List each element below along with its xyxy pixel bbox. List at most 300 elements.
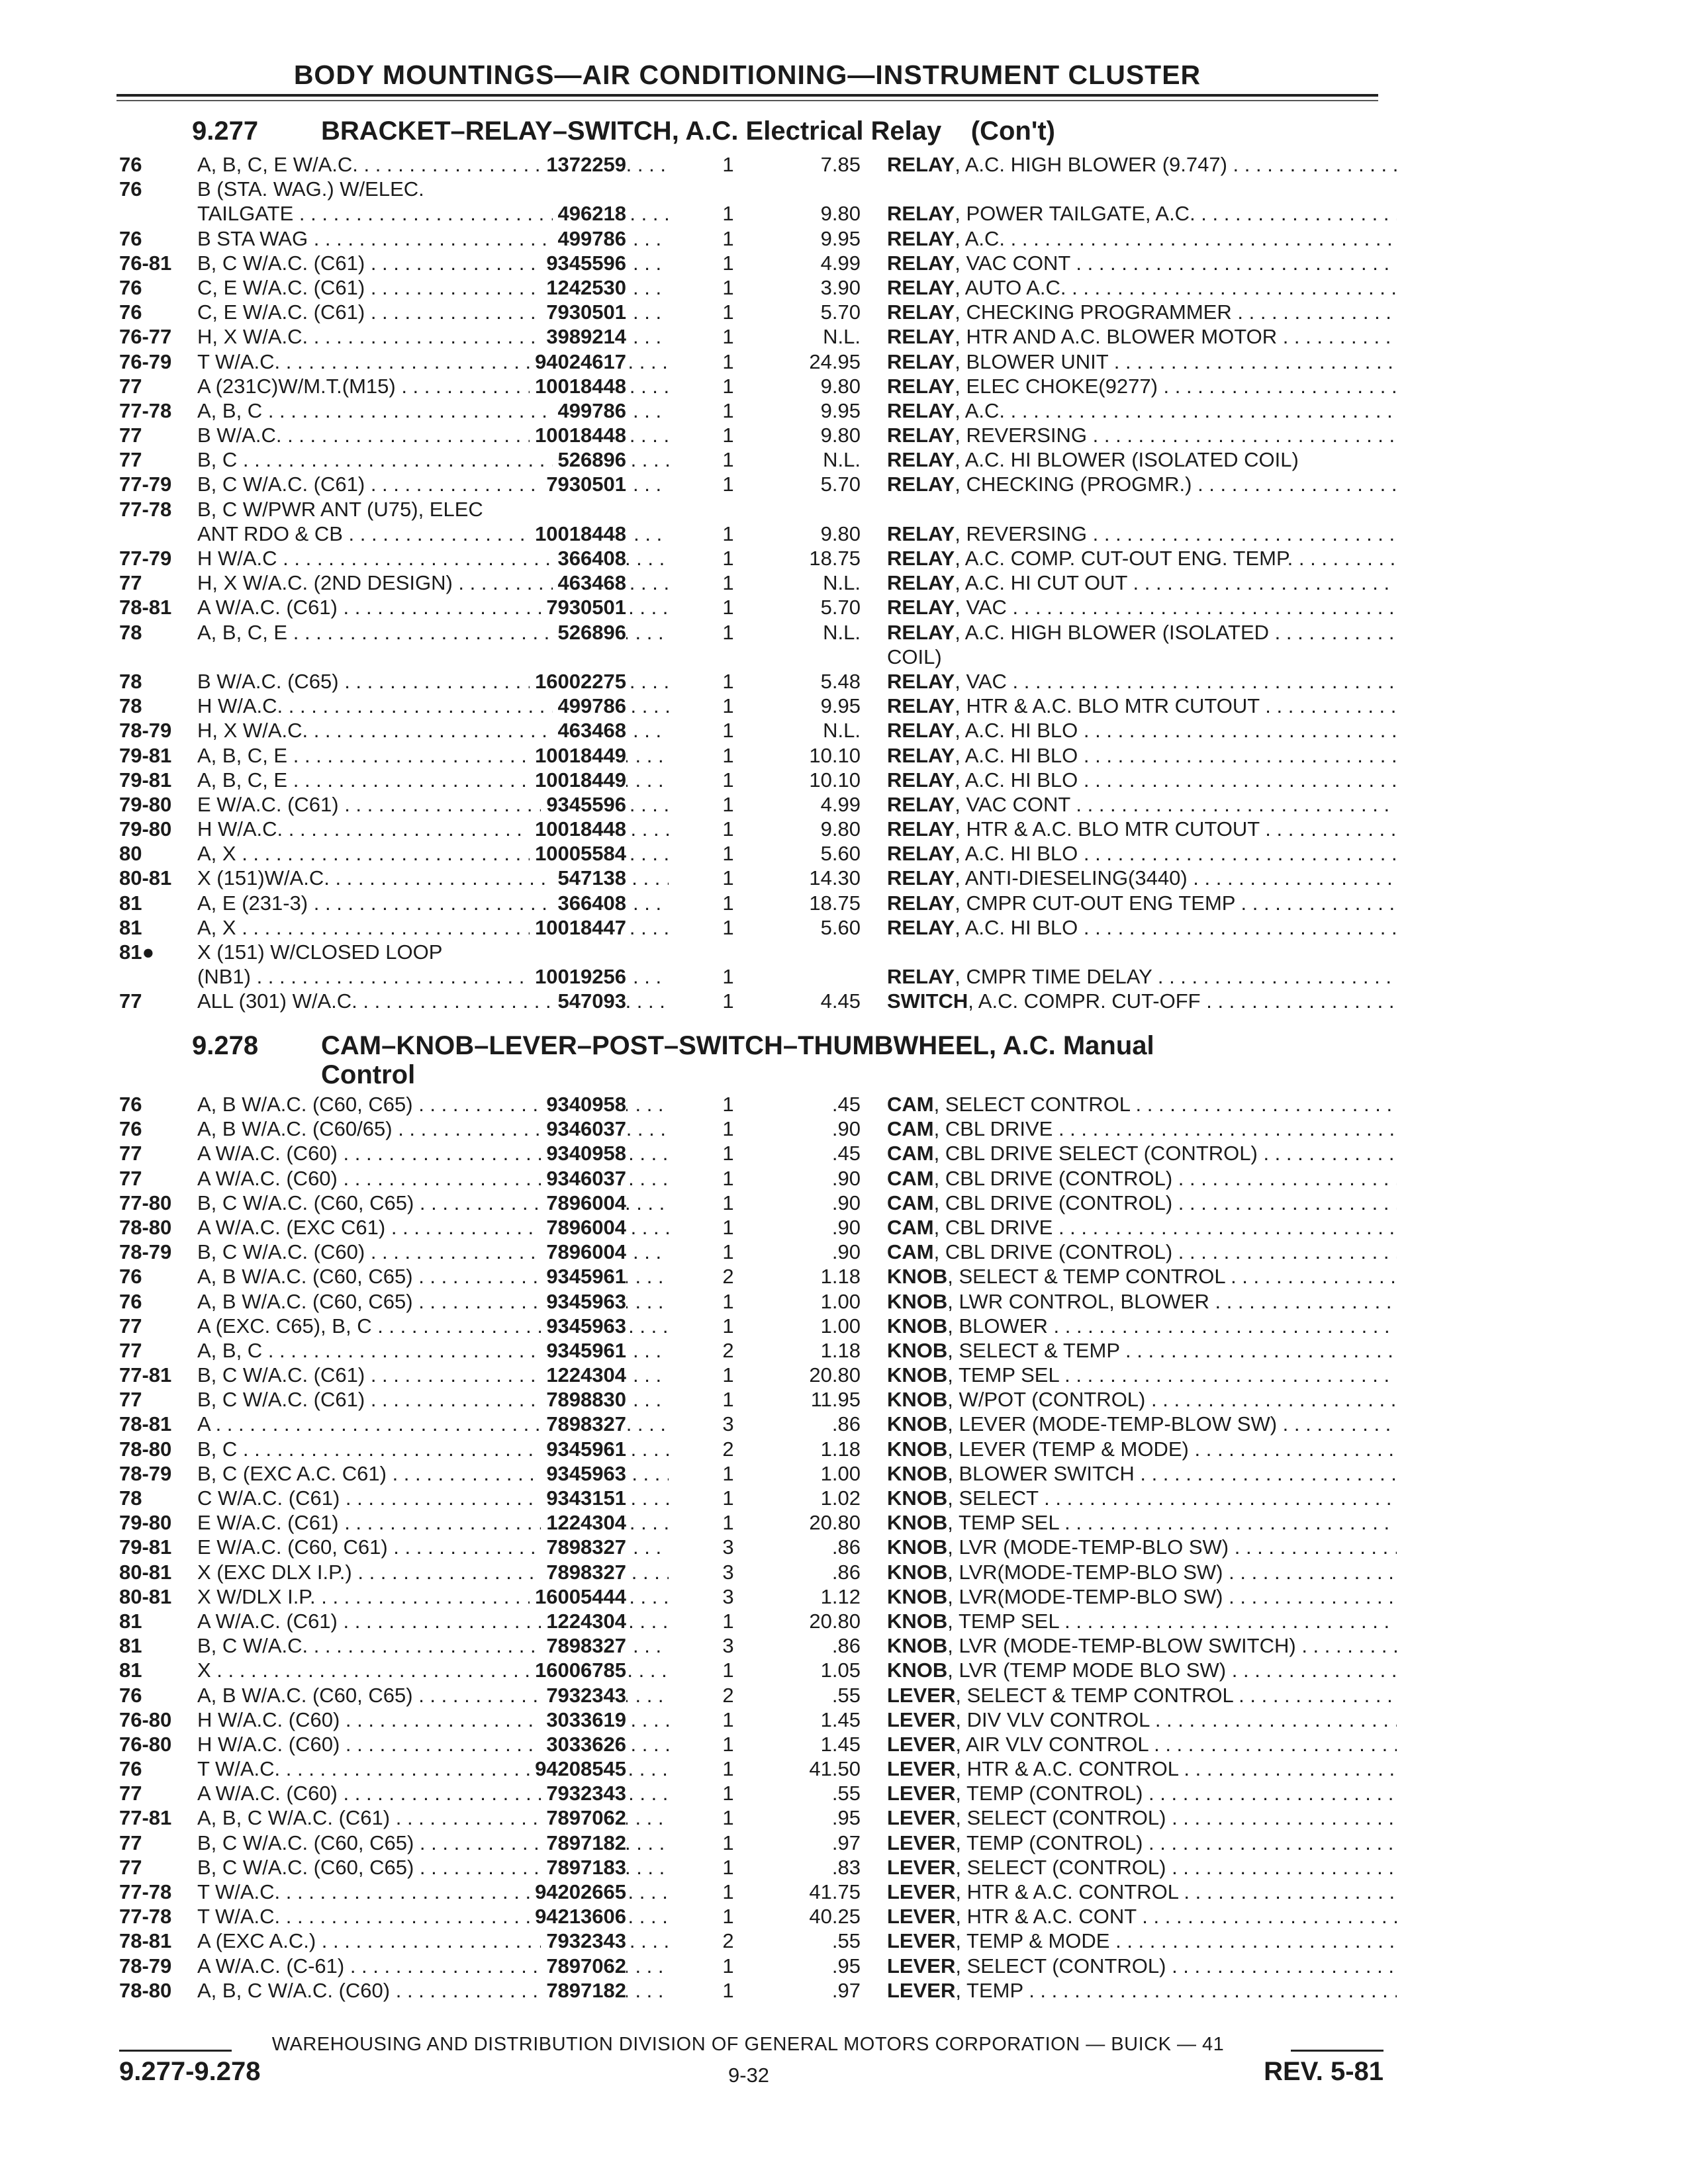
quantity: 1 [722, 719, 734, 743]
model-year: 79-80 [119, 1511, 172, 1535]
quantity: 1 [722, 1757, 734, 1781]
model-year: 78-79 [119, 1954, 172, 1978]
part-category: RELAY [887, 226, 955, 250]
price: .83 [831, 1855, 861, 1879]
table-row [119, 989, 1397, 1013]
model-year: 78-80 [119, 1978, 172, 2002]
model-year: 76-81 [119, 251, 172, 275]
part-category: KNOB [887, 1265, 948, 1289]
model-year: 78-79 [119, 1461, 172, 1485]
quantity: 1 [722, 547, 734, 570]
part-detail: , TEMP (CONTROL) [955, 1831, 1143, 1854]
model-year: 77 [119, 989, 142, 1013]
part-name [887, 1116, 1397, 1141]
quantity: 1 [722, 473, 734, 496]
table-row [119, 546, 1397, 570]
quantity: 2 [722, 1683, 734, 1707]
price: 18.75 [809, 547, 861, 570]
part-number: 463468 [553, 718, 626, 743]
model-year: 76 [119, 300, 142, 324]
part-category: LEVER [887, 1732, 956, 1756]
part-name [887, 915, 1397, 940]
quantity: 1 [722, 1511, 734, 1535]
quantity: 1 [722, 1707, 734, 1731]
model-description: B, C W/A.C. (C60, C65) . . . [197, 1191, 669, 1215]
quantity: 3 [722, 1584, 734, 1608]
part-number: 9345963 [541, 1461, 626, 1486]
part-number: 526896 [553, 447, 626, 472]
table-row [119, 251, 1397, 275]
section-title: CAM–KNOB–LEVER–POST–SWITCH–THUMBWHEEL, A.C. Manual [321, 1031, 1154, 1060]
quantity: 1 [722, 571, 734, 595]
part-category: KNOB [887, 1437, 948, 1461]
model-year: 81 [119, 1609, 142, 1633]
model-year: 80-81 [119, 1560, 172, 1584]
part-number: 10005584 [530, 841, 626, 866]
part-name [887, 1461, 1397, 1486]
price: .45 [831, 1142, 861, 1165]
price: .86 [831, 1412, 861, 1436]
part-detail: , HTR & A.C. BLO MTR CUTOUT [955, 694, 1260, 718]
table-row [119, 694, 1397, 718]
model-description: B, C (EXC A.C. C61) . . . [197, 1461, 669, 1486]
model-year: 77 [119, 1166, 142, 1190]
price: 4.99 [820, 792, 861, 816]
price: 1.18 [820, 1338, 861, 1362]
part-name [887, 1633, 1397, 1658]
table-row [119, 1978, 1397, 2003]
table-row [119, 1633, 1397, 1658]
model-year: 78-81 [119, 1412, 172, 1436]
price: 9.95 [820, 398, 861, 422]
part-name [887, 522, 1397, 546]
part-number: 499786 [553, 694, 626, 718]
model-year: 77 [119, 1855, 142, 1879]
table-row [119, 1116, 1397, 1141]
part-detail: , SELECT (CONTROL) [955, 1806, 1166, 1830]
part-name [887, 989, 1397, 1013]
price: .90 [831, 1191, 861, 1214]
model-description: H W/A.C. . . . [197, 817, 669, 841]
part-number: 7896004 [541, 1240, 626, 1264]
quantity: 1 [722, 398, 734, 422]
price: 5.70 [820, 473, 861, 496]
price: .86 [831, 1634, 861, 1658]
part-category: RELAY [887, 719, 955, 743]
part-number: 7897182 [541, 1831, 626, 1855]
part-number: 10018448 [530, 522, 626, 546]
quantity: 1 [722, 1659, 734, 1682]
price: 1.45 [820, 1707, 861, 1731]
part-detail: , HTR & A.C. CONT [955, 1905, 1137, 1929]
quantity: 1 [722, 1363, 734, 1387]
part-name [887, 398, 1397, 423]
part-name [887, 1191, 1397, 1215]
section-continued: (Con't) [970, 116, 1055, 146]
price: 5.60 [820, 915, 861, 939]
part-number: 9340958 [541, 1092, 626, 1116]
part-detail: , CHECKING (PROGMR.) [955, 473, 1192, 496]
model-description: A W/A.C. (C61) . . . [197, 595, 669, 619]
part-category: KNOB [887, 1461, 948, 1485]
part-category: KNOB [887, 1584, 948, 1608]
table-row [119, 1855, 1397, 1880]
part-number: 9345596 [541, 792, 626, 817]
part-name [887, 152, 1397, 177]
part-category: LEVER [887, 1855, 956, 1879]
table-row [119, 718, 1397, 743]
model-description: B W/A.C. . . . [197, 423, 669, 447]
part-detail: , SELECT CONTROL [933, 1093, 1130, 1116]
quantity: 1 [722, 1215, 734, 1239]
model-year: 77 [119, 424, 142, 447]
table-row [119, 1363, 1397, 1387]
part-detail: , POWER TAILGATE, A.C. [955, 202, 1196, 226]
part-detail: , LVR (MODE-TEMP-BLOW SWITCH) [947, 1634, 1296, 1658]
quantity: 1 [722, 1486, 734, 1510]
quantity: 1 [722, 620, 734, 644]
part-number: 16006785 [530, 1658, 626, 1682]
part-detail: , SELECT (CONTROL) [955, 1855, 1166, 1879]
model-description: A, B, C W/A.C. (C60) . . . [197, 1978, 669, 2003]
part-number: 10018448 [530, 374, 626, 398]
part-category: RELAY [887, 275, 955, 299]
table-row [119, 1831, 1397, 1855]
part-category: LEVER [887, 1954, 956, 1978]
table-row [119, 1338, 1397, 1363]
part-category: SWITCH [887, 989, 968, 1013]
part-number: 7930501 [541, 472, 626, 496]
quantity: 1 [722, 522, 734, 545]
part-detail: , HTR AND A.C. BLOWER MOTOR [955, 325, 1278, 349]
price: N.L. [823, 719, 861, 743]
part-detail: , REVERSING [955, 424, 1088, 447]
part-detail: , BLOWER UNIT [955, 349, 1109, 373]
part-number: 1224304 [541, 1510, 626, 1535]
section-heading-9277 [192, 116, 1055, 146]
part-detail: , W/POT (CONTROL) [947, 1388, 1146, 1412]
part-category: CAM [887, 1215, 934, 1239]
part-name [887, 1240, 1397, 1264]
part-number: 7930501 [541, 595, 626, 619]
part-detail: , A.C. HI BLO [955, 768, 1078, 792]
model-year: 78-81 [119, 1929, 172, 1953]
model-year: 76-80 [119, 1707, 172, 1731]
part-number: 547138 [553, 866, 626, 890]
quantity: 1 [722, 669, 734, 693]
part-category: LEVER [887, 1683, 956, 1707]
model-year: 77 [119, 1338, 142, 1362]
quantity: 1 [722, 965, 734, 989]
section-number: 9.277 [192, 116, 259, 146]
part-number: 547093 [553, 989, 626, 1013]
part-detail: , LEVER (TEMP & MODE) [947, 1437, 1189, 1461]
footer-rule-right [1291, 2050, 1383, 2052]
model-year: 77-80 [119, 1191, 172, 1214]
table-row [119, 1412, 1397, 1436]
part-category: RELAY [887, 522, 955, 545]
part-name [887, 1215, 1397, 1240]
quantity: 1 [722, 374, 734, 398]
price: .90 [831, 1240, 861, 1264]
table-row [119, 447, 1397, 472]
price: 1.00 [820, 1289, 861, 1313]
part-name [887, 226, 1397, 251]
table-row [119, 1289, 1397, 1314]
model-year: 76 [119, 1757, 142, 1781]
quantity: 1 [722, 448, 734, 472]
part-name [887, 1756, 1397, 1781]
part-number: 10019256 [530, 964, 626, 989]
part-name: COIL) [887, 645, 942, 668]
quantity: 1 [722, 1855, 734, 1879]
part-name [887, 1805, 1397, 1830]
table-row [119, 1707, 1397, 1732]
quantity: 1 [722, 1142, 734, 1165]
model-description: H, X W/A.C. (2ND DESIGN) . . . [197, 570, 669, 595]
part-name [887, 1166, 1397, 1191]
part-category: RELAY [887, 202, 955, 226]
model-description: E W/A.C. (C61) . . . [197, 1510, 669, 1535]
model-year: 78 [119, 669, 142, 693]
part-number: 10018449 [530, 743, 626, 768]
section-title-line2: Control [321, 1060, 416, 1089]
part-name [887, 768, 1397, 792]
part-category: RELAY [887, 596, 955, 619]
price: .55 [831, 1683, 861, 1707]
quantity: 1 [722, 300, 734, 324]
part-detail: , AIR VLV CONTROL [955, 1732, 1149, 1756]
model-year: 77-81 [119, 1363, 172, 1387]
price: 3.90 [820, 275, 861, 299]
part-number: 7897062 [541, 1954, 626, 1978]
parts-table-9277 [119, 152, 1397, 1014]
price: N.L. [823, 571, 861, 595]
quantity: 2 [722, 1338, 734, 1362]
model-description: H W/A.C. (C60) . . . [197, 1732, 669, 1756]
quantity: 1 [722, 1166, 734, 1190]
table-row [119, 841, 1397, 866]
model-year: 77-79 [119, 473, 172, 496]
section-title: BRACKET–RELAY–SWITCH, A.C. Electrical Relay [321, 116, 942, 146]
part-category: CAM [887, 1142, 934, 1165]
model-year: 78-81 [119, 596, 172, 619]
model-description: B, C W/A.C. (C61) . . . [197, 1363, 669, 1387]
part-category: RELAY [887, 571, 955, 595]
part-name [887, 1978, 1397, 2003]
part-name [887, 324, 1397, 349]
part-number: 496218 [553, 201, 626, 226]
part-category: KNOB [887, 1560, 948, 1584]
model-year: 76 [119, 1093, 142, 1116]
quantity: 1 [722, 1978, 734, 2002]
model-description: A (231C)W/M.T.(M15) . . . [197, 374, 669, 398]
quantity: 1 [722, 1954, 734, 1978]
model-description: A W/A.C. (C61) . . . [197, 1609, 669, 1633]
part-name [887, 300, 1397, 324]
part-name [887, 1904, 1397, 1929]
part-detail: , CBL DRIVE SELECT (CONTROL) [933, 1142, 1258, 1165]
model-year: 81 [119, 891, 142, 915]
price: 4.45 [820, 989, 861, 1013]
part-number: 7932343 [541, 1781, 626, 1805]
table-row [119, 1732, 1397, 1756]
price: 1.18 [820, 1265, 861, 1289]
part-detail: , LVR(MODE-TEMP-BLO SW) [947, 1584, 1223, 1608]
part-category: RELAY [887, 620, 955, 644]
table-row [119, 1215, 1397, 1240]
model-year: 80 [119, 842, 142, 866]
price: 7.85 [820, 153, 861, 176]
quantity: 1 [722, 1782, 734, 1805]
price: 11.95 [810, 1388, 861, 1412]
table-row [119, 1461, 1397, 1486]
quantity: 1 [722, 1117, 734, 1141]
part-number: 7898830 [541, 1387, 626, 1412]
part-number: 9340958 [541, 1141, 626, 1165]
model-year: 76 [119, 226, 142, 250]
model-description: A (EXC A.C.) . . . [197, 1929, 669, 1953]
part-number: 9345963 [541, 1314, 626, 1338]
model-description: B, C W/A.C. (C61) . . . [197, 251, 669, 275]
section-heading-9278 [192, 1031, 1154, 1089]
part-category: RELAY [887, 694, 955, 718]
price: .55 [831, 1782, 861, 1805]
part-number: 7898327 [541, 1633, 626, 1658]
model-description: T W/A.C. . . . [197, 1904, 669, 1929]
model-description: B, C W/A.C. (C60, C65) . . . [197, 1855, 669, 1880]
model-year: 79-81 [119, 743, 172, 767]
price: 41.75 [809, 1880, 861, 1903]
part-number: 9345961 [541, 1338, 626, 1363]
part-detail: , SELECT & TEMP CONTROL [955, 1683, 1233, 1707]
part-category: KNOB [887, 1634, 948, 1658]
price: 1.05 [820, 1659, 861, 1682]
part-name [887, 1314, 1397, 1338]
part-name [887, 251, 1397, 275]
table-row [119, 300, 1397, 324]
price: 4.99 [820, 251, 861, 275]
part-number: 16005444 [530, 1584, 626, 1609]
part-category: LEVER [887, 1978, 956, 2002]
price: 20.80 [809, 1363, 861, 1387]
part-name [887, 718, 1397, 743]
model-description: C, E W/A.C. (C61) . . . [197, 275, 669, 300]
part-number: 94202665 [530, 1880, 626, 1904]
table-row [119, 1954, 1397, 1978]
part-name [887, 1092, 1397, 1116]
quantity: 3 [722, 1535, 734, 1559]
part-name [887, 374, 1397, 398]
model-description: A (EXC. C65), B, C . . . [197, 1314, 669, 1338]
table-row [119, 1240, 1397, 1264]
model-description: X . . . [197, 1658, 669, 1682]
table-row [119, 1535, 1397, 1559]
part-name [887, 1289, 1397, 1314]
model-year: 77-79 [119, 547, 172, 570]
model-year: 77 [119, 1831, 142, 1854]
table-row [119, 645, 1397, 669]
table-row [119, 1264, 1397, 1289]
part-name [887, 1437, 1397, 1461]
part-category: CAM [887, 1166, 934, 1190]
price: .90 [831, 1166, 861, 1190]
quantity: 1 [722, 349, 734, 373]
part-category: RELAY [887, 792, 955, 816]
part-number: 7897062 [541, 1805, 626, 1830]
model-year: 77 [119, 1782, 142, 1805]
model-year: 76-79 [119, 349, 172, 373]
model-description: A, B, C, E . . . [197, 768, 669, 792]
price: 5.70 [820, 300, 861, 324]
part-name [887, 570, 1397, 595]
part-number: 9346037 [541, 1116, 626, 1141]
model-description: B, C W/A.C. (C61) . . . [197, 472, 669, 496]
part-category: LEVER [887, 1880, 956, 1903]
table-row [119, 620, 1397, 645]
part-number: 7930501 [541, 300, 626, 324]
part-number: 10018449 [530, 768, 626, 792]
part-category: RELAY [887, 743, 955, 767]
part-number: 3033626 [541, 1732, 626, 1756]
price: .95 [831, 1954, 861, 1978]
price: 18.75 [809, 891, 861, 915]
price: 1.02 [820, 1486, 861, 1510]
model-year: 76 [119, 1683, 142, 1707]
price: 9.80 [820, 817, 861, 841]
quantity: 2 [722, 1929, 734, 1953]
part-name [887, 1264, 1397, 1289]
part-name [887, 201, 1397, 226]
part-name [887, 694, 1397, 718]
model-description: A, B, C . . . [197, 398, 669, 423]
part-number: 1224304 [541, 1609, 626, 1633]
part-number: 9345596 [541, 251, 626, 275]
part-name [887, 1831, 1397, 1855]
price: 10.10 [809, 743, 861, 767]
quantity: 1 [722, 989, 734, 1013]
quantity: 1 [722, 1289, 734, 1313]
part-category: RELAY [887, 448, 955, 472]
model-year: 78 [119, 694, 142, 718]
quantity: 1 [722, 1191, 734, 1214]
part-name [887, 1683, 1397, 1707]
model-year: 77-78 [119, 1905, 172, 1929]
table-row [119, 1756, 1397, 1781]
part-detail: , A.C. HI BLO [955, 719, 1078, 743]
model-description: B, C W/A.C. (C61) . . . [197, 1387, 669, 1412]
part-category: RELAY [887, 842, 955, 866]
part-detail: , SELECT & TEMP CONTROL [947, 1265, 1225, 1289]
part-category: RELAY [887, 915, 955, 939]
part-category: RELAY [887, 153, 955, 176]
part-number: 463468 [553, 570, 626, 595]
price: .95 [831, 1806, 861, 1830]
part-category: KNOB [887, 1412, 948, 1436]
price: .90 [831, 1117, 861, 1141]
price: 1.00 [820, 1314, 861, 1338]
quantity: 1 [722, 1240, 734, 1264]
quantity: 2 [722, 1437, 734, 1461]
model-year: 78 [119, 620, 142, 644]
quantity: 1 [722, 226, 734, 250]
price: 10.10 [809, 768, 861, 792]
part-detail: , A.C. HI BLO [955, 743, 1078, 767]
model-year: 76 [119, 1265, 142, 1289]
part-number: 10018448 [530, 423, 626, 447]
price: 9.95 [820, 226, 861, 250]
price: 5.48 [820, 669, 861, 693]
